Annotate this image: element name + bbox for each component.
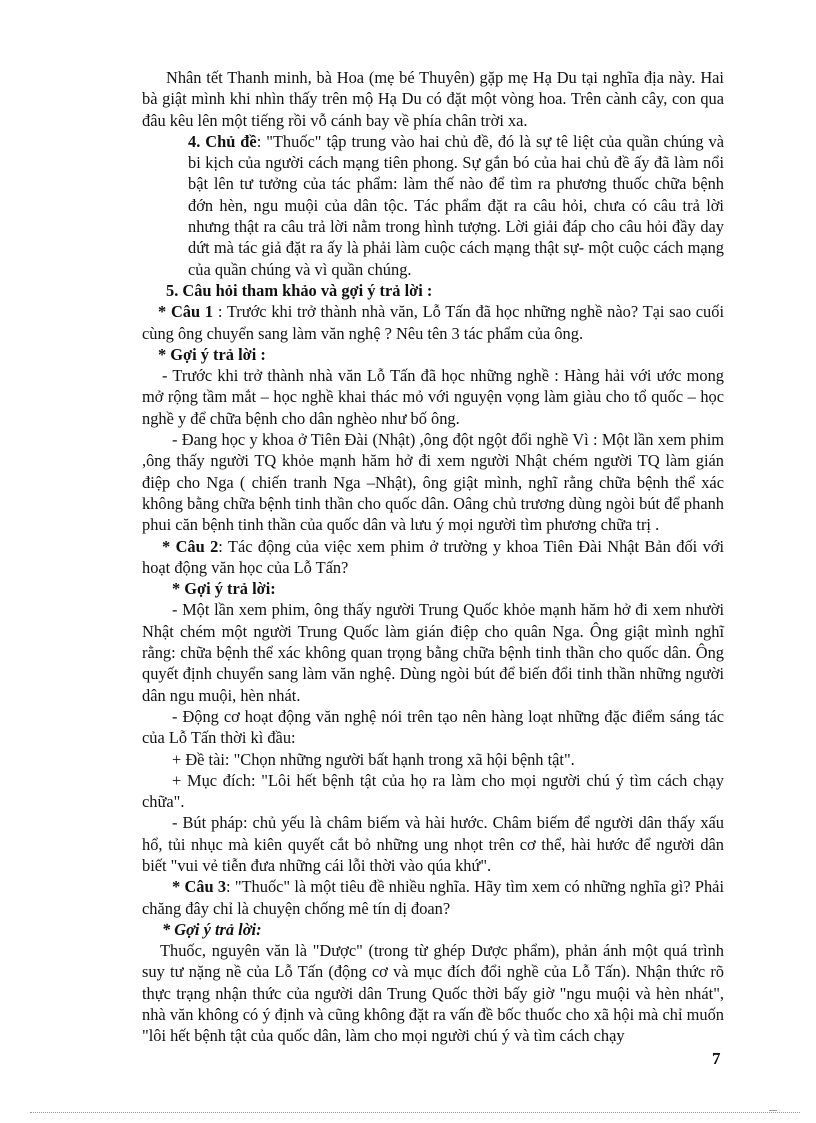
question-1-hint <box>142 344 724 365</box>
question-2-answer-1: - Một lần xem phim, ông thấy người Trung Quốc khỏe mạnh hăm hở đi xem nhười Nhật chém một người Trung Quốc làm gián điệp cho quân Nga. Ông giật mình nghĩ rằng: chữa bệnh thể xác không quan trọng bằng chữa bệnh tinh thần cho quốc dân. Ông quyết định chuyển sang làm văn nghệ. Dùng ngòi bút để biến đổi tinh thần những người dân ngu muội, hèn nhát. <box>142 600 724 705</box>
footer-corner-mark <box>769 1110 777 1111</box>
question-2 <box>142 536 724 579</box>
question-1-text: : Trước khi trở thành nhà văn, Lỗ Tấn đã học những nghề nào? Tại sao cuối cùng ông chuyển sang làm văn nghệ ? Nêu tên 3 tác phẩm của ông. <box>142 302 725 343</box>
question-3-label: * Câu 3 <box>172 877 227 897</box>
question-2-answer-3: + Đề tài: "Chọn những người bất hạnh trong xã hội bệnh tật". <box>172 749 575 769</box>
section5-heading <box>142 280 724 301</box>
question-2-answer-2: - Động cơ hoạt động văn nghệ nói trên tạo nên hàng loạt những đặc điểm sáng tác của Lỗ Tấn thời kì đầu: <box>142 706 724 748</box>
question-3-answer: Thuốc, nguyên văn là "Dược" (trong từ ghép Dược phẩm), phản ánh một quá trình suy tư nặng nề của Lỗ Tấn (động cơ và mục đích đổi nghề của Lỗ Tấn). Nhận thức rõ thực trạng nhận thức của người dân Trung Quốc thời bấy giờ "ngu muội và hèn nhát", nhà văn không có ý định và cũng không đặt ra vấn đề bốc thuốc cho xã hội mà chỉ muốn "lôi hết bệnh tật của quốc dân, làm cho mọi người chú ý và tìm cách chạy <box>142 941 724 1046</box>
question-2-label: * Câu 2 <box>162 536 219 556</box>
question-3-hint-label: * Gợi ý trả lời: <box>162 919 262 939</box>
question-1 <box>142 301 724 344</box>
footer-divider <box>30 1112 800 1113</box>
question-1-hint-label: * Gợi ý trả lời : <box>158 344 266 364</box>
paragraph-theme <box>142 131 724 280</box>
question-2-hint-label: * Gợi ý trả lời: <box>172 579 276 599</box>
question-3-text: : "Thuốc" là một tiêu đề nhiều nghĩa. Hãy tìm xem có những nghĩa gì? Phải chăng đây chỉ là chuyện chống mê tín dị đoan? <box>142 877 724 918</box>
question-1-label: * Câu 1 <box>158 302 214 322</box>
question-2-text: : Tác động của việc xem phim ở trường y khoa Tiên Đài Nhật Bản đối với hoạt động văn học của Lỗ Tấn? <box>142 536 724 577</box>
page-content <box>142 67 724 1047</box>
theme-text: : "Thuốc" tập trung vào hai chủ đề, đó là sự tê liệt của quần chúng và bi kịch của người cách mạng tiên phong. Sự gắn bó của hai chủ đề ấy đã làm nổi bật lên tư tưởng của tác phẩm: làm thế nào để tìm ra phương thuốc chữa bệnh đớn hèn, ngu muội của dân tộc. Tác phẩm đặt ra câu hỏi, chưa có câu trả lời nhưng thật ra câu trả lời nằm trong hình tượng. Lời giải đáp cho câu hỏi đầy day dứt mà tác giả đặt ra ấy là phải làm cuộc cách mạng thật sự- một cuộc cách mạng của quần chúng và vì quần chúng. <box>188 131 724 279</box>
theme-heading: 4. Chủ đề <box>188 131 257 151</box>
page-number: 7 <box>712 1049 721 1068</box>
question-3 <box>142 876 724 919</box>
question-1-answer-2: - Đang học y khoa ở Tiên Đài (Nhật) ,ông đột ngột đổi nghề Vì : Một lần xem phim ,ông thấy người TQ khỏe mạnh hăm hở đi xem người Nhật chém người TQ làm gián điệp cho Nga ( chiến tranh Nga –Nhật), ông giật mình, nghĩ rằng chữa bệnh thể xác không bằng chữa bệnh tinh thần cho quốc dân. Oâng chủ trương dùng ngòi bút để phanh phui căn bệnh tinh thần của quốc dân và lưu ý mọi người tìm phương chữa trị . <box>142 430 724 535</box>
question-1-answer-1: - Trước khi trở thành nhà văn Lỗ Tấn đã học những nghề : Hàng hải với ước mong mở rộng tầm mắt – học nghề khai thác mỏ với nguyện vọng làm giàu cho tổ quốc – học nghề y để chữa bệnh cho dân nghèo như bố ông. <box>142 366 724 428</box>
question-3-hint <box>142 919 724 940</box>
question-2-answer-5: - Bút pháp: chủ yếu là châm biếm và hài hước. Châm biếm để người dân thấy xấu hổ, tủi nhục mà kiên quyết cắt bỏ những ung nhọt trên cơ thể, hài hước để người dân biết "vui vẻ tiễn đưa những cái lỗi thời vào qúa khứ". <box>142 813 724 875</box>
section5-heading-text: 5. Câu hỏi tham khảo và gợi ý trả lời : <box>166 280 433 300</box>
question-2-answer-4: + Mục đích: "Lôi hết bệnh tật của họ ra làm cho mọi người chú ý tìm cách chạy chữa". <box>142 770 724 812</box>
question-2-hint <box>142 578 724 599</box>
paragraph-intro: Nhân tết Thanh minh, bà Hoa (mẹ bé Thuyên) gặp mẹ Hạ Du tại nghĩa địa này. Hai bà giật mình khi nhìn thấy trên mộ Hạ Du có đặt một vòng hoa. Trên cành cây, con qua đâu kêu lên một tiếng rồi vỗ cánh bay về phía chân trời xa. <box>142 68 724 130</box>
